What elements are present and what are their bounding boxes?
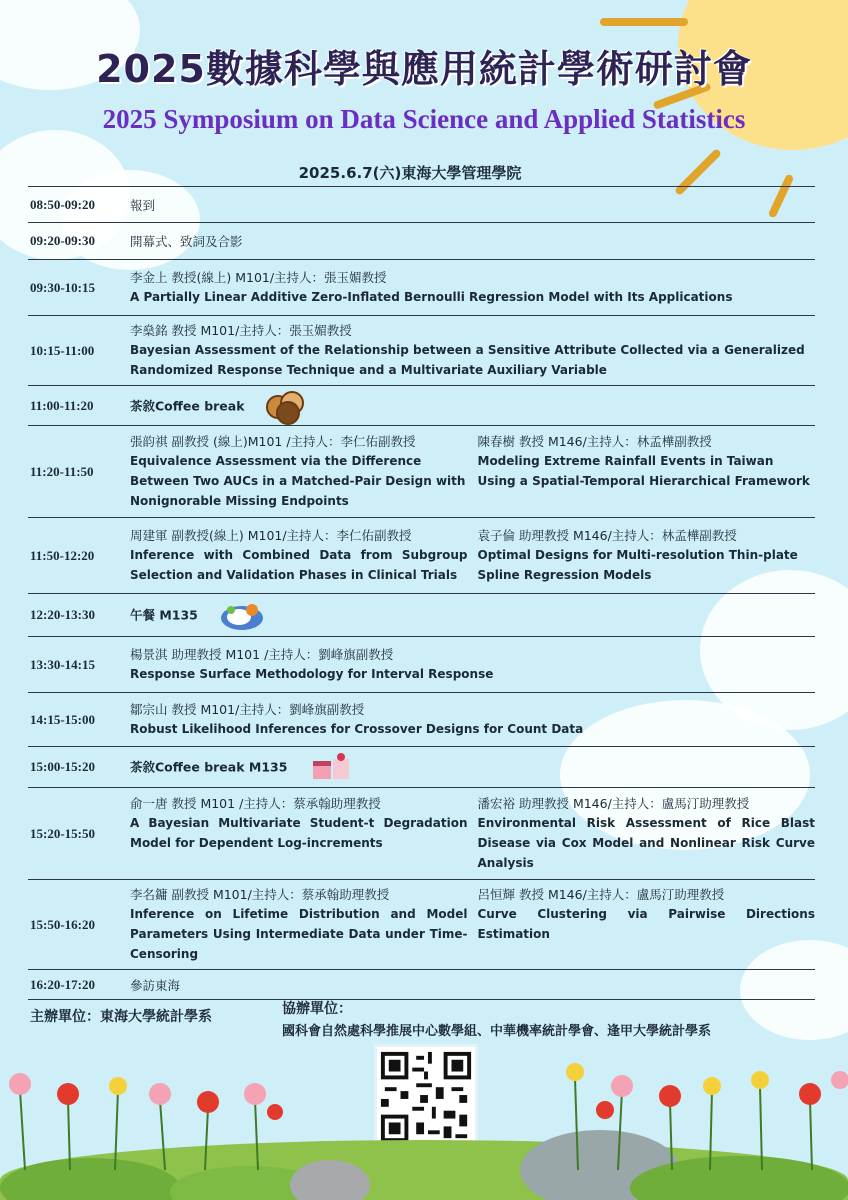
speaker-info: 俞一唐 教授 M101 /主持人：蔡承翰助理教授	[130, 795, 381, 811]
talk-title: Curve Clustering via Pairwise Directions Estimation	[477, 906, 815, 941]
time-slot: 12:20-13:30	[28, 594, 130, 637]
speaker-info: 呂恒輝 教授 M146/主持人：盧馬汀助理教授	[477, 886, 725, 902]
schedule-table	[28, 186, 815, 1000]
schedule-row	[28, 880, 815, 970]
talk-title: Optimal Designs for Multi-resolution Thin-plate Spline Regression Models	[477, 547, 798, 582]
speaker-info: 周建軍 副教授(線上) M101/主持人：李仁佑副教授	[130, 527, 412, 543]
speaker-info: 李名鏞 副教授 M101/主持人：蔡承翰助理教授	[130, 886, 390, 902]
time-slot: 08:50-09:20	[28, 187, 130, 223]
co-organizers: 國科會自然處科學推展中心數學組、中華機率統計學會、逢甲大學統計學系	[282, 1024, 712, 1039]
talk-title: A Partially Linear Additive Zero-Inflated Bernoulli Regression Model with Its Applications	[130, 289, 733, 304]
speaker-info: 潘宏裕 助理教授 M146/主持人：盧馬汀助理教授	[477, 795, 750, 811]
schedule-row	[28, 187, 815, 223]
speaker-info: 楊景淇 助理教授 M101 /主持人：劉峰旗副教授	[130, 646, 394, 662]
time-slot: 11:00-11:20	[28, 386, 130, 426]
title-english: 2025 Symposium on Data Science and Applied Statistics	[102, 104, 746, 134]
speaker-info: 李金上 教授(線上) M101/主持人：張玉媚教授	[130, 269, 387, 285]
bento-icon	[219, 598, 265, 632]
session-label: 報到	[130, 197, 156, 213]
talk-title: Inference on Lifetime Distribution and Model Parameters Using Intermediate Data under Time-Censoring	[130, 906, 468, 961]
cake-icon	[309, 751, 353, 783]
talk-title: Bayesian Assessment of the Relationship between a Sensitive Attribute Collected via a Generalized Randomized Response Technique and a Multivariate Auxiliary Variable	[130, 342, 805, 377]
session-label: 開幕式、致詞及合影	[130, 234, 243, 249]
talk-title: Robust Likelihood Inferences for Crossover Designs for Count Data	[130, 721, 584, 736]
session-label: 參訪東海	[130, 977, 181, 993]
session-label: 茶敘Coffee break	[130, 398, 245, 413]
speaker-info: 陳春樹 教授 M146/主持人：林孟樺副教授	[477, 433, 712, 449]
speaker-info: 李燊銘 教授 M101/主持人：張玉媚教授	[130, 322, 352, 338]
speaker-info: 張韵祺 副教授 (線上)M101 /主持人：李仁佑副教授	[130, 433, 416, 449]
schedule-row	[28, 386, 815, 426]
schedule-row	[28, 637, 815, 693]
schedule-row	[28, 316, 815, 386]
flowers-decoration	[0, 1060, 848, 1200]
speaker-info: 袁子倫 助理教授 M146/主持人：林孟樺副教授	[477, 527, 737, 543]
talk-title: Response Surface Methodology for Interval Response	[130, 666, 494, 681]
time-slot: 14:15-15:00	[28, 693, 130, 747]
schedule-row	[28, 970, 815, 1000]
schedule-row	[28, 426, 815, 518]
time-slot: 11:20-11:50	[28, 426, 130, 518]
time-slot: 15:50-16:20	[28, 880, 130, 970]
title-chinese: 2025數據科學與應用統計學術研討會	[96, 47, 752, 91]
talk-title: Modeling Extreme Rainfall Events in Taiwan Using a Spatial-Temporal Hierarchical Framework	[477, 453, 810, 488]
schedule-row	[28, 594, 815, 637]
time-slot: 15:00-15:20	[28, 747, 130, 788]
time-slot: 10:15-11:00	[28, 316, 130, 386]
organizer: 主辦單位：東海大學統計學系	[30, 1009, 212, 1025]
schedule-row	[28, 788, 815, 880]
session-label: 茶敘Coffee break M135	[130, 759, 288, 775]
talk-title: Inference with Combined Data from Subgroup Selection and Validation Phases in Clinical Trials	[130, 547, 468, 582]
talk-title: Equivalence Assessment via the Difference Between Two AUCs in a Matched-Pair Design with Nonignorable Missing Endpoints	[130, 453, 466, 508]
schedule-row	[28, 260, 815, 316]
time-slot: 16:20-17:20	[28, 970, 130, 1000]
schedule-row	[28, 518, 815, 594]
speaker-info: 鄒宗山 教授 M101/主持人：劉峰旗副教授	[130, 701, 365, 717]
time-slot: 13:30-14:15	[28, 637, 130, 693]
co-organizer-label: 協辦單位：	[282, 1001, 352, 1017]
time-slot: 15:20-15:50	[28, 788, 130, 880]
sun-ray-decoration	[600, 18, 688, 26]
schedule-row	[28, 223, 815, 260]
time-slot: 11:50-12:20	[28, 518, 130, 594]
time-slot: 09:20-09:30	[28, 223, 130, 260]
schedule-row	[28, 747, 815, 788]
date-venue: 2025.6.7(六)東海大學管理學院	[298, 164, 522, 182]
schedule-row	[28, 693, 815, 747]
talk-title: Environmental Risk Assessment of Rice Blast Disease via Cox Model and Nonlinear Risk Curve Analysis	[477, 815, 815, 870]
session-label: 午餐 M135	[130, 607, 198, 623]
talk-title: A Bayesian Multivariate Student-t Degradation Model for Dependent Log-increments	[130, 815, 468, 850]
cookies-icon	[266, 391, 304, 421]
time-slot: 09:30-10:15	[28, 260, 130, 316]
